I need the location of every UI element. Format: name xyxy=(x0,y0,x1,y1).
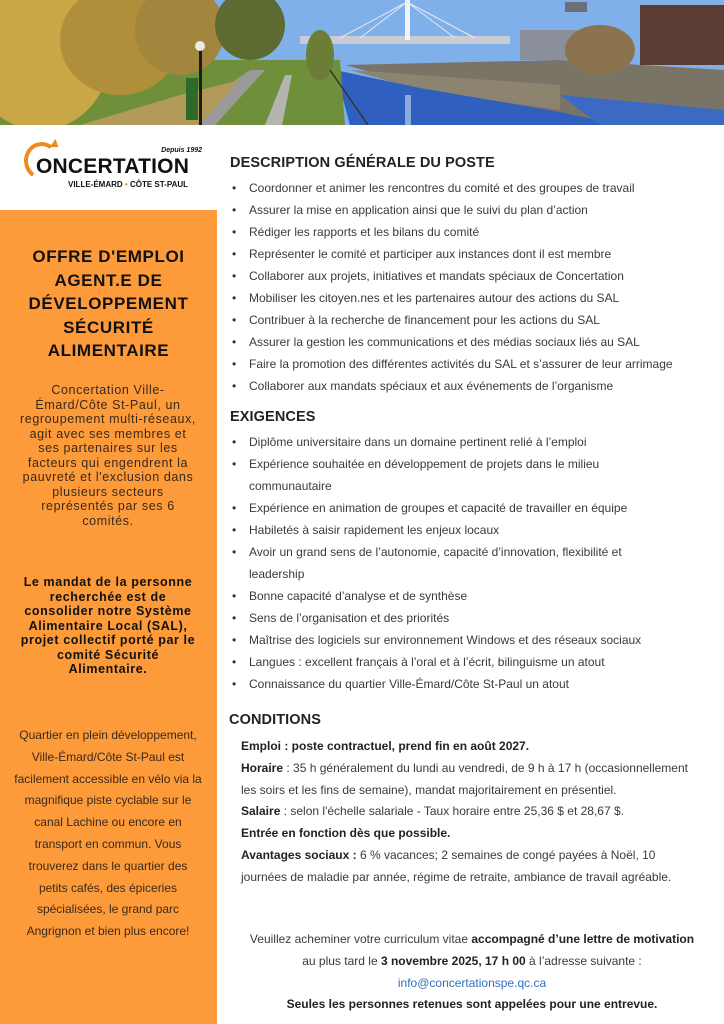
apply-text: à l’adresse suivante : xyxy=(525,953,642,968)
schedule-line xyxy=(241,758,699,802)
list-item: • Sens de l’organisation et des priorités xyxy=(230,607,670,629)
description-section xyxy=(230,155,673,397)
list-item: • Assurer la gestion les communications et des médias sociaux liés au SAL xyxy=(230,331,673,353)
hero-photo xyxy=(0,0,724,125)
conditions-body xyxy=(229,736,699,889)
job-title-line: AGENT.E DE xyxy=(54,270,163,290)
email-link[interactable]: info@concertationspe.qc.ca xyxy=(397,975,547,990)
salary-label: Salaire xyxy=(241,804,281,819)
logo-subtitle-left: VILLE-ÉMARD xyxy=(68,180,123,189)
list-item: • Représenter le comité et participer aux instances dont il est membre xyxy=(230,243,673,265)
benefits-label: Avantages sociaux : xyxy=(241,847,357,862)
benefits-line xyxy=(241,845,699,889)
list-item: • Contribuer à la recherche de financement pour les actions du SAL xyxy=(230,309,673,331)
list-item: • Rédiger les rapports et les bilans du comité xyxy=(230,221,673,243)
job-title xyxy=(0,245,217,363)
neighborhood-text: Quartier en plein développement, Ville-Émard/Côte St-Paul est facilement accessible en vélo via la magnifique piste cyclable sur le canal Lachine ou encore en transport en commun. Vous trouverez dans le quartier des petits cafés, des épiceries spécialisées, le grand parc Angrignon et bien plus encore! xyxy=(14,728,202,939)
list-item: • Collaborer aux projets, initiatives et mandats spéciaux de Concertation xyxy=(230,265,673,287)
logo-subtitle-right: CÔTE ST-PAUL xyxy=(129,180,189,189)
logo-subtitle xyxy=(68,180,188,189)
list-item: • Bonne capacité d’analyse et de synthèse xyxy=(230,585,670,607)
salary-text: : selon l'échelle salariale - Taux horaire entre 25,36 $ et 28,67 $. xyxy=(280,804,624,819)
list-item: • Expérience souhaitée en développement de projets dans le milieu communautaire xyxy=(230,453,670,497)
logo-name: ONCERTATION xyxy=(36,155,190,178)
apply-line-1 xyxy=(220,929,724,951)
logo-tagline: Depuis 1992 xyxy=(161,147,202,154)
list-item: • Connaissance du quartier Ville-Émard/Côte St-Paul un atout xyxy=(230,673,670,695)
sidebar-panel xyxy=(0,210,217,1024)
logo-separator: • xyxy=(124,180,128,189)
conditions-section xyxy=(229,712,699,889)
organization-intro: Concertation Ville-Émard/Côte St-Paul, un regroupement multi-réseaux, agit avec ses membres et ses partenaires sur les facteurs qui engendrent la pauvreté et l'exclusion dans plusieurs secteurs représentés par ses 6 comités. xyxy=(20,383,196,528)
list-item: • Expérience en animation de groupes et capacité de travailler en équipe xyxy=(230,497,670,519)
list-item: • Maîtrise des logiciels sur environnement Windows et des réseaux sociaux xyxy=(230,629,670,651)
list-item: • Assurer la mise en application ainsi que le suivi du plan d’action xyxy=(230,199,673,221)
job-title-line: DÉVELOPPEMENT xyxy=(28,294,189,313)
application-instructions xyxy=(220,929,724,1016)
list-item: • Langues : excellent français à l’oral et à l’écrit, bilinguisme un atout xyxy=(230,651,670,673)
job-title-line: ALIMENTAIRE xyxy=(47,341,170,360)
employment-line xyxy=(241,736,699,758)
apply-line-2 xyxy=(220,951,724,973)
job-title-line: OFFRE D'EMPLOI xyxy=(32,247,185,266)
canal-landscape-image xyxy=(0,0,724,125)
list-item: • Mobiliser les citoyen.nes et les partenaires autour des actions du SAL xyxy=(230,287,673,309)
mandate-text: Le mandat de la personne recherchée est de consolider notre Système Alimentaire Local (SAL), projet collectif porté par le comité Sécurité Alimentaire. xyxy=(20,575,196,676)
apply-line-3 xyxy=(220,973,724,995)
list-item: • Faire la promotion des différentes activités du SAL et s’assurer de leur arrimage xyxy=(230,353,673,375)
requirements-list xyxy=(230,431,670,695)
salary-line xyxy=(241,801,699,823)
concertation-logo xyxy=(22,138,202,198)
requirements-section xyxy=(230,409,670,695)
list-item: • Diplôme universitaire dans un domaine pertinent relié à l’emploi xyxy=(230,431,670,453)
start-text: Entrée en fonction dès que possible. xyxy=(241,826,451,841)
schedule-label: Horaire xyxy=(241,760,284,775)
deadline-text: 3 novembre 2025, 17 h 00 xyxy=(380,953,526,968)
list-item: • Habiletés à saisir rapidement les enjeux locaux xyxy=(230,519,670,541)
list-item: • Avoir un grand sens de l’autonomie, capacité d’innovation, flexibilité et leadership xyxy=(230,541,670,585)
apply-bold-text: accompagné d’une lettre de motivation xyxy=(471,932,695,946)
job-title-line: SÉCURITÉ xyxy=(63,317,154,337)
apply-text: au plus tard le xyxy=(302,953,381,968)
requirements-title: EXIGENCES xyxy=(230,409,316,425)
benefits-text: 6 % vacances; 2 semaines de congé payées à Noël, 10 journées de maladie par année, régime de retraite, ambiance de travail agréable. xyxy=(241,847,672,884)
schedule-text: : 35 h généralement du lundi au vendredi, de 9 h à 17 h (occasionnellement les soirs et les fins de semaine), mandat majoritairement en présentiel. xyxy=(241,760,688,797)
start-line xyxy=(241,823,699,845)
list-item: • Coordonner et animer les rencontres du comité et des groupes de travail xyxy=(230,177,673,199)
closing-note: Seules les personnes retenues sont appelées pour une entrevue. xyxy=(286,997,658,1012)
employment-text: Emploi : poste contractuel, prend fin en août 2027. xyxy=(241,739,530,753)
apply-text: Veuillez acheminer votre curriculum vitae xyxy=(249,932,472,946)
description-list xyxy=(230,177,673,397)
description-title: DESCRIPTION GÉNÉRALE DU POSTE xyxy=(230,155,495,171)
list-item: • Collaborer aux mandats spéciaux et aux événements de l’organisme xyxy=(230,375,673,397)
conditions-title: CONDITIONS xyxy=(229,712,322,728)
